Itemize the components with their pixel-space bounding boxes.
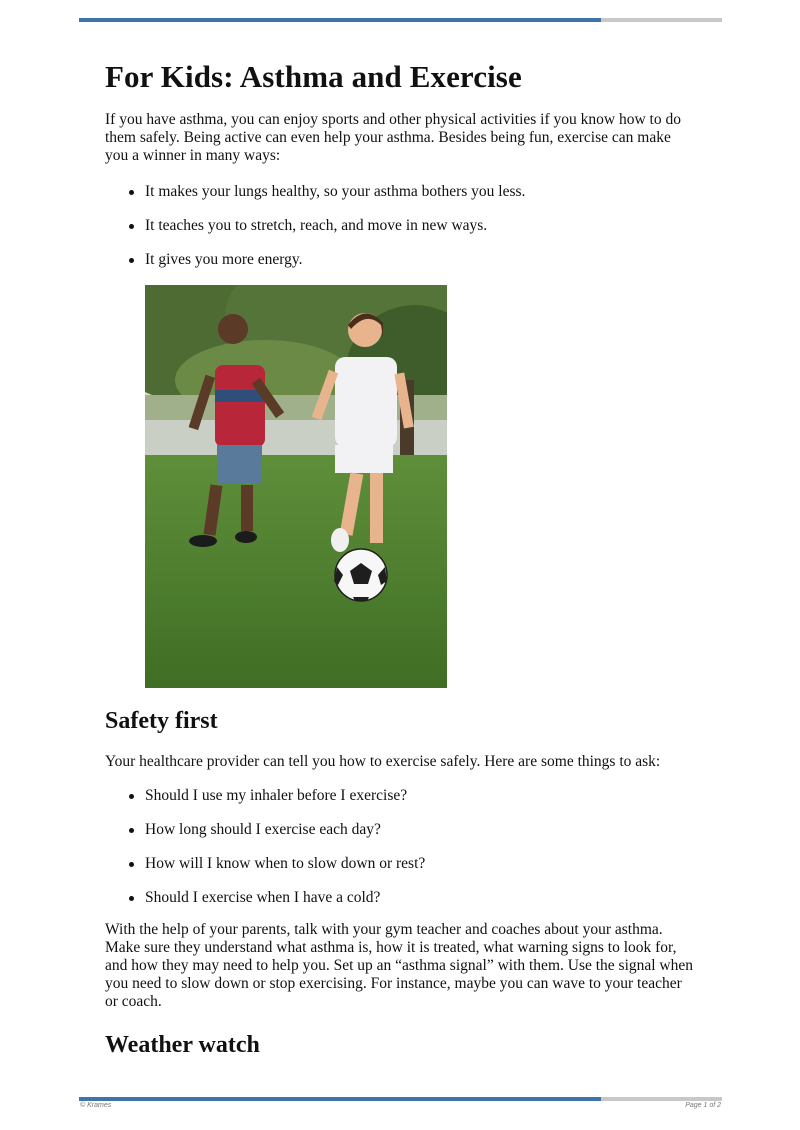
footer-page-number: Page 1 of 2: [685, 1102, 721, 1109]
list-item: It gives you more energy.: [105, 251, 695, 269]
benefits-list: [105, 183, 695, 269]
list-item: It teaches you to stretch, reach, and move in new ways.: [105, 217, 695, 235]
safety-intro-paragraph: Your healthcare provider can tell you how to exercise safely. Here are some things to ask:: [105, 753, 661, 771]
footer-rule: [79, 1097, 722, 1101]
safety-heading: Safety first: [105, 707, 218, 734]
header-rule: [79, 18, 722, 22]
list-item: Should I exercise when I have a cold?: [105, 889, 695, 907]
list-item: How will I know when to slow down or rest?: [105, 855, 695, 873]
article: [105, 52, 695, 1078]
kids-playing-soccer-photo: [145, 285, 447, 688]
footer-rule-accent: [79, 1097, 601, 1101]
list-item: How long should I exercise each day?: [105, 821, 695, 839]
safety-body-paragraph: With the help of your parents, talk with your gym teacher and coaches about your asthma. Make sure they understand what asthma is, how it is treated, what warning signs to look for, and how they may need to help you. Set up an “asthma signal” with them. Use the signal when you need to slow down or stop exercising. For instance, maybe you can wave to your teacher or coach.: [105, 921, 694, 1011]
list-item: It makes your lungs healthy, so your asthma bothers you less.: [105, 183, 695, 201]
questions-list: [105, 787, 695, 907]
page-title: For Kids: Asthma and Exercise: [105, 59, 522, 94]
footer-copyright: © Krames: [80, 1102, 112, 1109]
list-item: Should I use my inhaler before I exercise?: [105, 787, 695, 805]
header-rule-accent: [79, 18, 601, 22]
intro-paragraph: If you have asthma, you can enjoy sports and other physical activities if you know how to do them safely. Being active can even help your asthma. Besides being fun, exercise can make you a winner in many ways:: [105, 110, 681, 164]
weather-heading: Weather watch: [105, 1032, 260, 1059]
